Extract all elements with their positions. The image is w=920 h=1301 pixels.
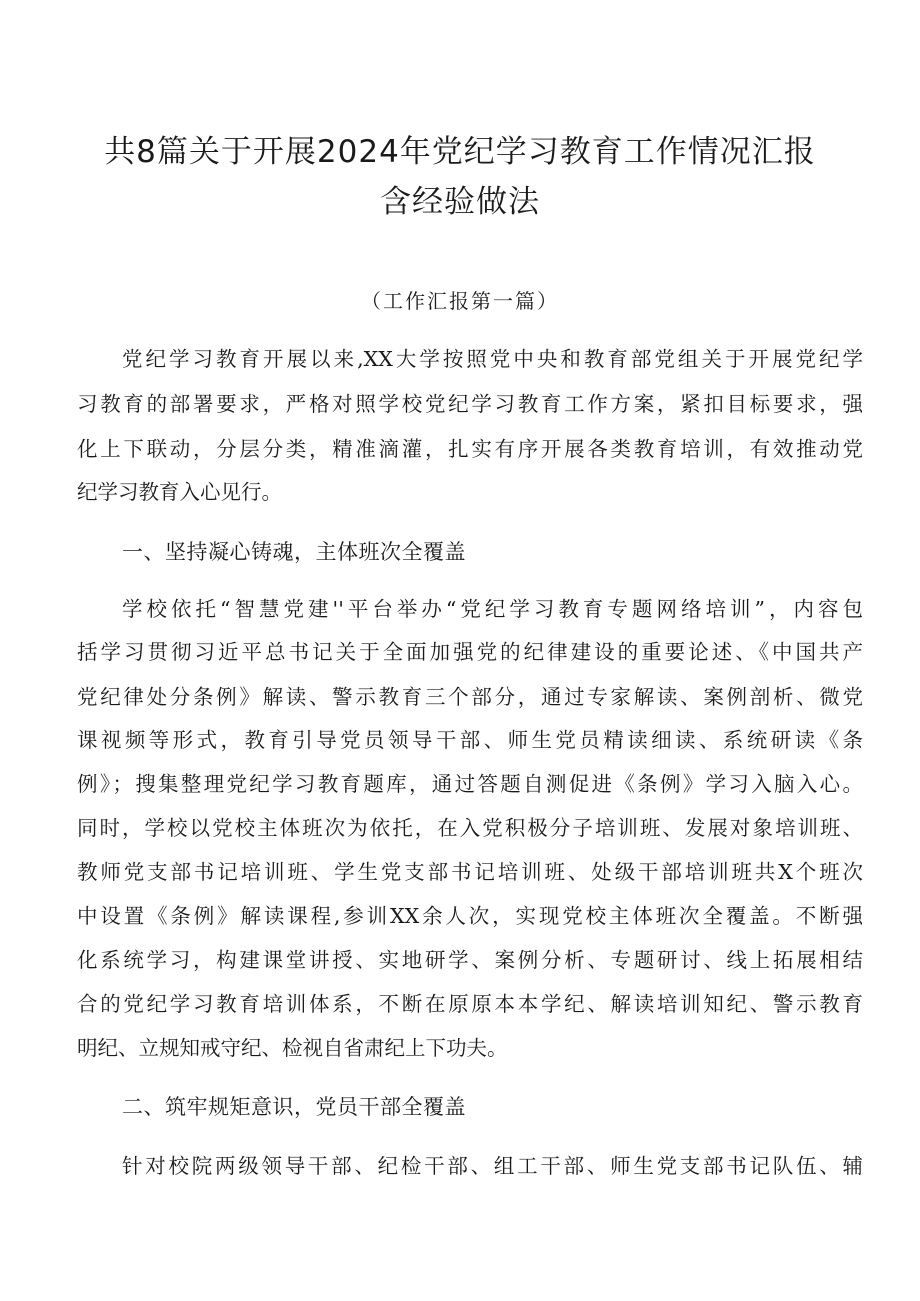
section-1-line: 合的党纪学习教育培训体系，不断在原原本本学纪、解读培训知纪、警示教育 xyxy=(77,992,863,1016)
section-2-line: 针对校院两级领导干部、纪检干部、组工干部、师生党支部书记队伍、辅 xyxy=(122,1154,863,1178)
section-1-line: 括学习贯彻习近平总书记关于全面加强党的纪律建设的重要论述、《中国共产 xyxy=(77,640,863,664)
document-title-line-2: 含经验做法 xyxy=(380,184,540,220)
intro-line: 习教育的部署要求，严格对照学校党纪学习教育工作方案，紧扣目标要求，强 xyxy=(77,392,863,416)
section-1-line: 党纪律处分条例》解读、警示教育三个部分，通过专家解读、案例剖析、微党 xyxy=(77,685,863,709)
section-1-line: 教师党支部书记培训班、学生党支部书记培训班、处级干部培训班共X个班次 xyxy=(77,860,863,884)
section-1-line: 同时，学校以党校主体班次为依托，在入党积极分子培训班、发展对象培训班、 xyxy=(77,816,863,840)
section-1-line: 明纪、立规知戒守纪、检视自省肃纪上下功夫。 xyxy=(77,1036,508,1060)
section-1-line: 中设置《条例》解读课程,参训XX余人次，实现党校主体班次全覆盖。不断强 xyxy=(77,904,863,928)
section-1-line: 课视频等形式，教育引导党员领导干部、师生党员精读细读、系统研读《条 xyxy=(77,728,863,752)
intro-line: 党纪学习教育开展以来,XX大学按照党中央和教育部党组关于开展党纪学 xyxy=(122,347,863,371)
intro-line: 纪学习教育入心见行。 xyxy=(77,480,282,504)
document-title-line-1: 共8篇关于开展2024年党纪学习教育工作情况汇报 xyxy=(104,134,816,170)
section-1-heading: 一、坚持凝心铸魂，主体班次全覆盖 xyxy=(122,540,466,564)
section-2-heading: 二、筑牢规矩意识，党员干部全覆盖 xyxy=(122,1095,466,1119)
section-1-line: 化系统学习，构建课堂讲授、实地研学、案例分析、专题研讨、线上拓展相结 xyxy=(77,948,863,972)
document-subtitle: （工作汇报第一篇） xyxy=(361,289,559,313)
section-1-line: 例》；搜集整理党纪学习教育题库，通过答题自测促进《条例》学习入脑入心。 xyxy=(77,772,863,796)
section-1-line: 学校依托“智慧党建''平台举办“党纪学习教育专题网络培训”，内容包 xyxy=(122,597,863,621)
intro-line: 化上下联动，分层分类，精准滴灌，扎实有序开展各类教育培训，有效推动党 xyxy=(77,437,863,461)
